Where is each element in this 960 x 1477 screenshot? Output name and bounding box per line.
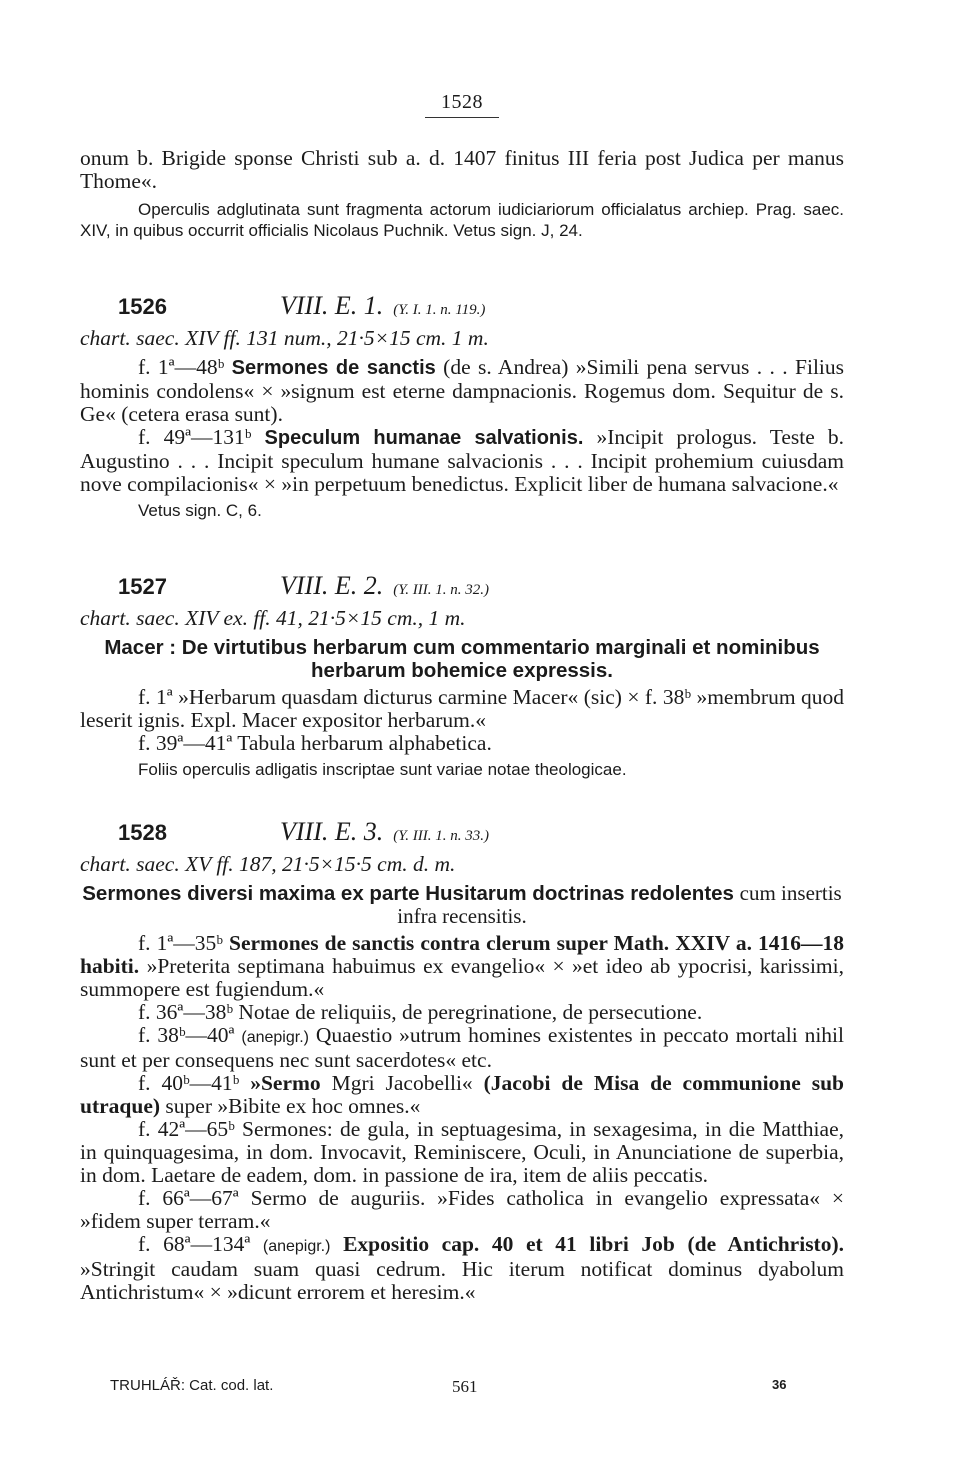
entry-number: 1526: [118, 294, 167, 319]
item-title: Expositio cap. 40 et 41 libri Job (de Antichristo).: [343, 1232, 845, 1256]
running-head: [80, 91, 844, 118]
prev-entry-text: onum b. Brigide sponse Christi sub a. d. 1407 finitus III feria post Judica per manus Thome«.: [80, 146, 844, 193]
item-1: [80, 932, 844, 1001]
entry-title-bold: Sermones diversi maxima ex parte Husitarum doctrinas redolentes: [82, 882, 734, 905]
anepigr-tag: (anepigr.): [241, 1029, 309, 1046]
physical-description: chart. saec. XIV ff. 131 num., 21·5×15 cm. 1 m.: [80, 326, 489, 350]
item-text: super »Bibite ex hoc omnes.«: [165, 1094, 421, 1118]
old-signature: (Y. III. 1. n. 33.): [393, 828, 489, 844]
folio-ref: f. 1ª—48ᵇ: [138, 355, 225, 379]
folio-ref: f. 38ᵇ—40ª: [138, 1023, 235, 1047]
entry-1528: [80, 816, 844, 1304]
entry-title: Macer : De virtutibus herbarum cum commentario marginali et nominibus herbarum bohemice expressis.: [104, 636, 820, 682]
item-1: f. 1ª »Herbarum quasdam dicturus carmine Macer« (sic) × f. 38ᵇ »membrum quod leserit ignis. Expl. Macer expositor herbarum.«: [80, 685, 844, 732]
item-2: f. 39ª—41ª Tabula herbarum alphabetica.: [138, 731, 492, 755]
entry-title: [80, 882, 844, 928]
item-text: »Stringit caudam suam quasi cedrum. Hic iterum notificat dominus dyabolum Antichristum« × »dicunt errorem et heresim.«: [80, 1257, 844, 1304]
shelf-signature: VIII. E. 1.: [280, 291, 384, 320]
item-4: [80, 1072, 844, 1118]
prev-entry: [80, 147, 844, 241]
folio-ref: f. 40ᵇ—41ᵇ: [138, 1071, 240, 1095]
entry-1527: [80, 570, 844, 780]
item-author: Mgri Jacobelli«: [331, 1071, 473, 1095]
footer-signature-mark: 36: [772, 1377, 787, 1392]
prev-entry-note: Operculis adglutinata sunt fragmenta actorum iudiciariorum officialatus archiep. Prag. saec. XIV, in quibus occurrit officialis Nicolaus Puchnik. Vetus sign. J, 24.: [80, 200, 844, 240]
item-2: f. 36ª—38ᵇ Notae de reliquiis, de peregrinatione, de persecutione.: [138, 1000, 703, 1024]
item-7: [80, 1233, 844, 1304]
entry-note: Foliis operculis adligatis inscriptae sunt variae notae theologicae.: [138, 760, 627, 779]
old-signature: (Y. III. 1. n. 32.): [393, 582, 489, 598]
item-1: [80, 356, 844, 426]
anepigr-tag: (anepigr.): [262, 1238, 331, 1255]
entry-note: Vetus sign. C, 6.: [138, 501, 262, 520]
folio-ref: f. 68ª—134ª: [138, 1232, 251, 1256]
old-signature: (Y. I. 1. n. 119.): [393, 302, 486, 318]
shelf-signature: VIII. E. 3.: [280, 817, 384, 846]
entry-number: 1528: [118, 820, 167, 845]
item-text: (de s. Andrea) »Simili pena servus . . . Filius hominis condolens« × »signum est eterne dampnacionis. Rogemus dom. Sequitur de s. Ge« (cetera erasa sunt).: [80, 355, 845, 426]
item-title: Speculum humanae salvationis.: [264, 427, 584, 449]
footer-page-number: 561: [452, 1377, 478, 1396]
physical-description: chart. saec. XV ff. 187, 21·5×15·5 cm. d. m.: [80, 852, 456, 876]
item-title: Sermones de sanctis contra clerum super Math. XXIV a. 1416—18 habiti.: [80, 931, 845, 978]
folio-ref: f. 1ª—35ᵇ: [138, 931, 223, 955]
item-text: »Preterita septimana habuimus ex evangelio« × »et ideo ab ypocrisi, karissimi, summopere est fugiendum.«: [80, 954, 845, 1001]
folio-ref: f. 49ª—131ᵇ: [138, 425, 252, 449]
page: [80, 0, 844, 1477]
footer-citation: TRUHLÁŘ: Cat. cod. lat.: [110, 1377, 274, 1394]
physical-description: chart. saec. XIV ex. ff. 41, 21·5×15 cm., 1 m.: [80, 606, 466, 630]
item-2: [80, 426, 844, 496]
item-title: Sermones de sanctis: [231, 357, 436, 379]
entry-1526: [80, 290, 844, 521]
item-3: [80, 1024, 844, 1072]
shelf-signature: VIII. E. 2.: [280, 571, 384, 600]
item-6: f. 66ª—67ª Sermo de auguriis. »Fides catholica in evangelio expressata« × »fidem super terram.«: [80, 1186, 844, 1233]
entry-title-rest: cum insertis infra recensitis.: [397, 881, 842, 928]
entry-number: 1527: [118, 574, 167, 599]
item-text: »Incipit prologus. Teste b. Augustino . . . Incipit speculum humane salvacionis . . . Incipit prohemium cuiusdam nove compilacionis« × »in perpetuum benedictus. Explicit liber de humana salvacione.«: [80, 425, 845, 496]
item-text: Quaestio »utrum homines existentes in peccato mortali nihil sunt et per consequens nec sunt sacerdotes« etc.: [80, 1023, 845, 1072]
item-title-c: (Jacobi de Misa de communione sub utraque): [80, 1071, 844, 1118]
item-5: f. 42ª—65ᵇ Sermones: de gula, in septuagesima, in sexagesima, in die Matthiae, in quinquagesima, in dom. Invocavit, Reminiscere, Oculi, in Anunciatione de superbia, in dom. Laetare de eadem, dom. in passione de ira, item de aliis peccatis.: [80, 1117, 844, 1187]
page-number: 1528: [425, 91, 499, 118]
item-title-a: »Sermo: [250, 1071, 321, 1095]
